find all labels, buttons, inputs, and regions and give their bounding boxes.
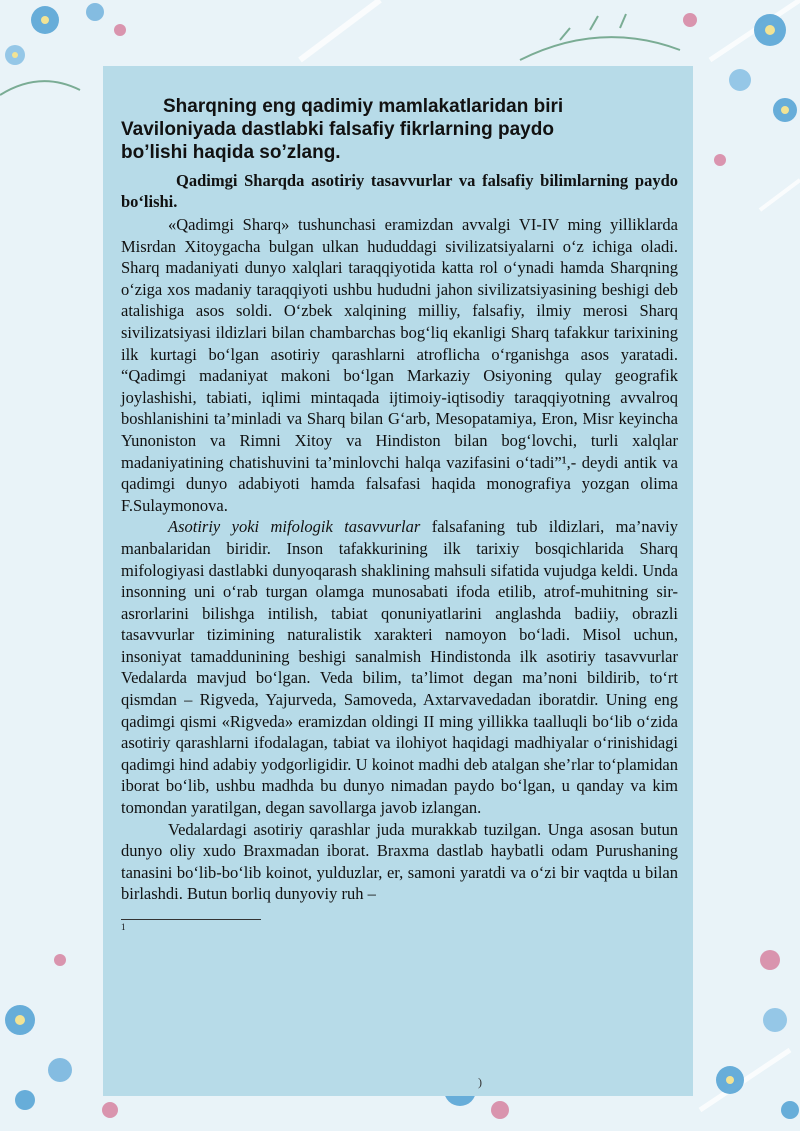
paragraph-2: [121, 516, 678, 818]
paragraph-2-text: falsafaning tub ildizlari, ma’naviy manbalaridan biridir. Inson tafakkurining ilk tarixiy bosqichlarida Sharq mifologiyasi dastlabki dunyoqarash shaklining mahsuli sifatida vujudga keldi. Unda insonning uni o‘rab turgan olamga munosabati ifoda etilib, atrof-muhitning sir- asrorlarini bilishga intilish, tabiat qonuniyatlarini anglashda badiiy, obrazli tasavvurlar tizimining naturalistik xarakteri namoyon bo‘ladi. Misol uchun, insoniyat tamaddunining beshigi sanalmish Hindistonda ilk asotiriy tasavvurlar Vedalarda mavjud bo‘lgan. Veda bilim, ta’limot degan ma’noni bildirib, to‘rt qismdan – Rigveda, Yajurveda, Samoveda, Axtarvavedadan iboratdir. Uning eng qadimgi qismi «Rigveda» eramizdan oldingi II ming yillikka taalluqli bo‘lib o‘zida asotiriy qarashlarni ifodalagan, tabiat va ilohiyot haqidagi madhiyalar o‘rinishidagi qadimgi hind adabiy yodgorligidir. U koinot madhi deb atalgan she’rlar to‘plamidan iborat bo‘lib, ushbu madhda bu dunyo nimadan paydo bo‘lgan, u qanday va kim tomondan yaratilgan, degan savollarga javob izlangan.: [121, 517, 678, 818]
title-line-2: Vaviloniyada dastlabki falsafiy fikrlarning paydo: [121, 119, 554, 140]
paragraph-1: «Qadimgi Sharq» tushunchasi eramizdan avvalgi VI-IV ming yilliklarda Misrdan Xitoygacha bulgan ulkan hududdagi sivilizatsiyalarni o‘z ichiga oladi. Sharq madaniyati dunyo xalqlari taraqqiyotida katta rol o‘ynadi hamda Sharqning o‘ziga xos madaniy taraqqiyoti ushbu hududni jahon sivilizatsiyasining beshigi deb atalishiga asos soldi. O‘zbek xalqining milliy, falsafiy, ilmiy merosi Sharq sivilizatsiyasi ildizlari bilan chambarchas bog‘liq ekanligi Sharq tafakkur tarixining ilk kurtagi bo‘lgan asotiriy qarashlarni atroflicha o‘rganishga asos yaratadi. “Qadimgi madaniyat makoni bo‘lgan Markaziy Osiyoning qulay geografik joylashishi, tabiati, iqlimi mintaqada ijtimoiy-iqtisodiy taraqqiyotning avvalroq boshlanishini ta’minladi va Sharq bilan G‘arb, Mesopatamiya, Eron, Misr keyincha Yunoniston va Rimni Xitoy va Hindiston bilan bog‘lovchi, turli xalqlar madaniyatining chatishuvini ta’minlovchi halqa vazifasini o‘tadi”¹,- deydi antik va qadimgi dunyo adabiyoti hamda falsafasi haqida monografiya yozgan olima F.Sulaymonova.: [121, 215, 678, 515]
footnote-divider: [121, 919, 261, 920]
title-line-1: Sharqning eng qadimiy mamlakatlaridan biri: [163, 96, 564, 117]
document-body: [121, 95, 678, 932]
paragraph-3: Vedalardagi asotiriy qarashlar juda murakkab tuzilgan. Unga asosan butun dunyo oliy xudo Braxmadan iborat. Braxma dastlab haybatli odam Purushaning tanasini bo‘lib-bo‘lib koinot, yulduzlar, er, samoni yaratdi va o‘zi bir vaqtda u bilan birlashdi. Butun borliq dunyoviy ruh –: [121, 819, 678, 904]
paragraph-2-italic: Asotiriy yoki mifologik tasavvurlar: [168, 517, 421, 537]
title-line-3: bo’lishi haqida so’zlang.: [121, 142, 341, 163]
page-title: [121, 95, 678, 164]
section-subheading: Qadimgi Sharqda asotiriy tasavvurlar va falsafiy bilimlarning paydo bo‘lishi.: [121, 171, 678, 211]
page-number: ): [478, 1075, 482, 1089]
footnote-marker: 1: [121, 922, 126, 932]
